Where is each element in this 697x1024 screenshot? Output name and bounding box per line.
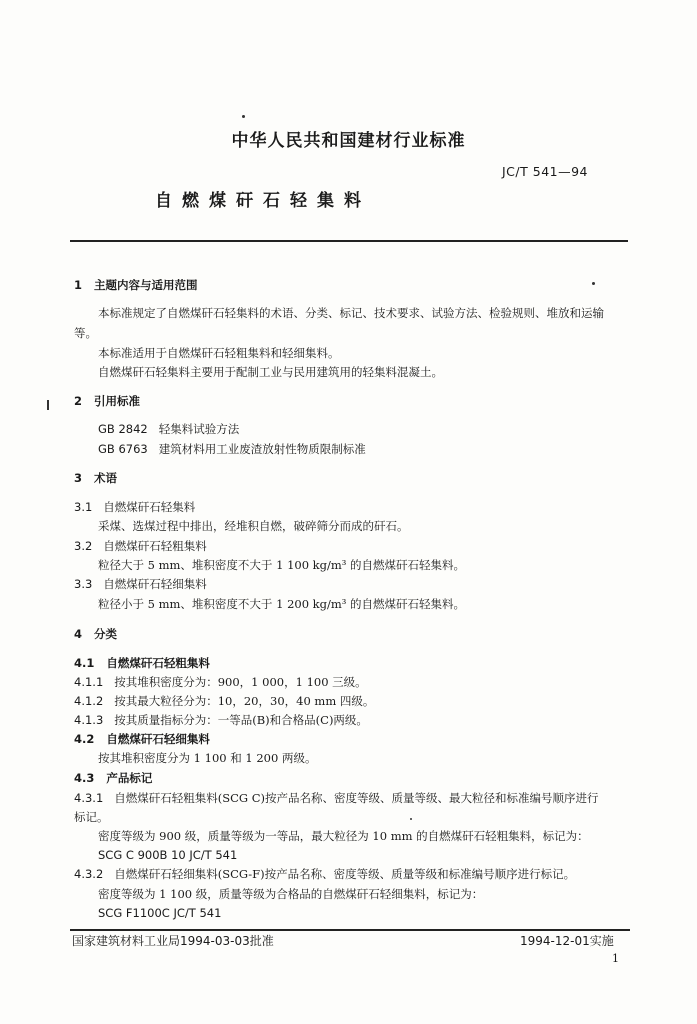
paragraph: 自燃煤矸石轻集料主要用于配制工业与民用建筑用的轻集料混凝土。 <box>98 365 443 379</box>
reference-name: 建筑材料用工业废渣放射性物质限制标准 <box>158 442 366 456</box>
reference-code: GB 6763 <box>98 442 148 456</box>
section-number: 1 <box>74 278 83 292</box>
clause-number: 4.1.2 <box>74 694 104 708</box>
section-3-heading <box>74 470 117 486</box>
clause <box>74 693 374 709</box>
term-title: 自燃煤矸石轻粗集料 <box>103 539 207 553</box>
clause <box>74 674 367 690</box>
footer-divider <box>70 929 630 931</box>
reference-name: 轻集料试验方法 <box>158 422 240 436</box>
subsection-title: 自燃煤矸石轻粗集料 <box>106 656 210 670</box>
subsection-number: 4.3 <box>74 771 95 785</box>
section-4-heading <box>74 626 117 642</box>
reference-item <box>98 421 239 437</box>
page-number: 1 <box>612 952 619 965</box>
paragraph: 等。 <box>74 326 97 340</box>
approval-line: 国家建筑材料工业局1994-03-03批准 <box>72 934 274 948</box>
term-definition: 粒径小于 5 mm、堆积密度不大于 1 200 kg/m³ 的自燃煤矸石轻集料。 <box>98 597 466 611</box>
term-title: 自燃煤矸石轻细集料 <box>103 577 207 591</box>
subsection-title: 产品标记 <box>106 771 153 785</box>
clause-number: 4.1.1 <box>74 675 104 689</box>
subsection-heading <box>74 731 210 747</box>
clause-text: 标记。 <box>74 810 109 824</box>
clause-text: 按其堆积密度分为 1 100 和 1 200 两级。 <box>98 751 317 765</box>
term-title: 自燃煤矸石轻集料 <box>103 500 196 514</box>
term-definition: 采煤、选煤过程中排出，经堆积自燃，破碎筛分而成的矸石。 <box>98 519 409 533</box>
scan-speck <box>592 282 595 285</box>
scan-speck <box>47 400 49 410</box>
section-title: 分类 <box>94 627 118 641</box>
clause-text: 按其最大粒径分为：10，20，30，40 mm 四级。 <box>114 694 375 708</box>
section-title: 引用标准 <box>94 394 141 408</box>
section-title: 术语 <box>94 471 118 485</box>
term-heading <box>74 538 207 554</box>
term-number: 3.3 <box>74 577 93 591</box>
scan-speck <box>410 818 412 820</box>
org-title: 中华人民共和国建材行业标准 <box>231 131 466 151</box>
clause <box>74 790 599 806</box>
product-mark: SCG C 900B 10 JC/T 541 <box>98 848 238 862</box>
standard-number: JC/T 541—94 <box>502 164 588 179</box>
subsection-heading <box>74 655 210 671</box>
reference-item <box>98 441 366 457</box>
section-title: 主题内容与适用范围 <box>94 278 198 292</box>
term-heading <box>74 499 195 515</box>
section-number: 4 <box>74 627 83 641</box>
section-number: 3 <box>74 471 83 485</box>
subsection-heading <box>74 770 152 786</box>
clause-number: 4.3.1 <box>74 791 104 805</box>
clause <box>74 712 368 728</box>
clause-number: 4.1.3 <box>74 713 104 727</box>
section-2-heading <box>74 393 140 409</box>
clause-text: 自燃煤矸石轻细集料(SCG-F)按产品名称、密度等级、质量等级和标准编号顺序进行标记。 <box>114 867 576 881</box>
example-text: 密度等级为 1 100 级，质量等级为合格品的自燃煤矸石轻细集料，标记为： <box>98 887 484 901</box>
reference-code: GB 2842 <box>98 422 148 436</box>
subsection-number: 4.2 <box>74 732 95 746</box>
implementation-date: 1994-12-01实施 <box>520 934 614 948</box>
section-number: 2 <box>74 394 83 408</box>
subsection-number: 4.1 <box>74 656 95 670</box>
header-divider <box>70 240 628 242</box>
document-title: 自燃煤矸石轻集料 <box>155 191 371 211</box>
term-heading <box>74 576 207 592</box>
term-number: 3.1 <box>74 500 93 514</box>
paragraph: 本标准规定了自燃煤矸石轻集料的术语、分类、标记、技术要求、试验方法、检验规则、堆放和运输 <box>98 306 604 320</box>
scan-speck <box>242 115 245 118</box>
subsection-title: 自燃煤矸石轻细集料 <box>106 732 210 746</box>
clause <box>74 866 575 882</box>
clause-number: 4.3.2 <box>74 867 104 881</box>
clause-text: 自燃煤矸石轻粗集料(SCG C)按产品名称、密度等级、质量等级、最大粒径和标准编号顺序进行 <box>114 791 599 805</box>
clause-text: 按其堆积密度分为：900，1 000，1 100 三级。 <box>114 675 367 689</box>
section-1-heading <box>74 277 198 293</box>
example-text: 密度等级为 900 级，质量等级为一等品，最大粒径为 10 mm 的自燃煤矸石轻粗集料，标记为： <box>98 829 589 843</box>
term-number: 3.2 <box>74 539 93 553</box>
term-definition: 粒径大于 5 mm、堆积密度不大于 1 100 kg/m³ 的自燃煤矸石轻集料。 <box>98 558 466 572</box>
product-mark: SCG F1100C JC/T 541 <box>98 906 222 920</box>
paragraph: 本标准适用于自燃煤矸石轻粗集料和轻细集料。 <box>98 346 340 360</box>
clause-text: 按其质量指标分为：一等品(B)和合格品(C)两级。 <box>114 713 368 727</box>
